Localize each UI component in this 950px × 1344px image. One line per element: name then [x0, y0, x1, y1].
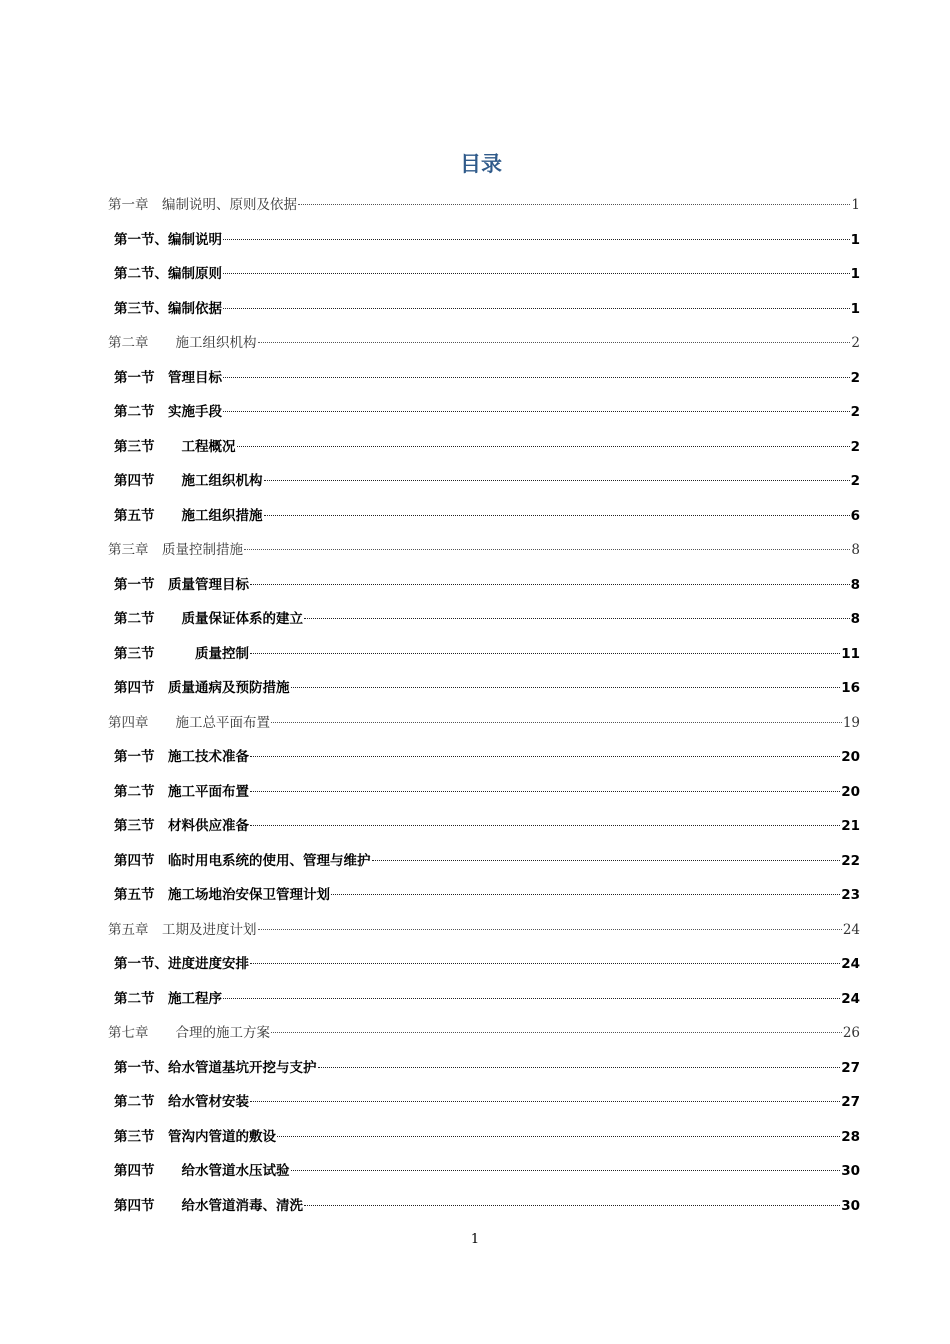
toc-entry[interactable] [108, 1120, 860, 1155]
toc-entry[interactable] [108, 1189, 860, 1224]
dot-leader [331, 894, 840, 895]
page-number: 1 [470, 1232, 480, 1247]
toc-entry[interactable] [108, 395, 860, 430]
toc-entry[interactable] [108, 706, 860, 741]
dot-leader [291, 1170, 841, 1171]
toc-entry-page: 1 [850, 266, 860, 282]
toc-entry[interactable] [108, 913, 860, 948]
toc-entry[interactable] [108, 1016, 860, 1051]
toc-entry-page: 24 [841, 990, 860, 1007]
toc-entry[interactable] [108, 1085, 860, 1120]
dot-leader [223, 308, 850, 309]
toc-entry-label: 第五章 工期及进度计划 [108, 921, 257, 938]
toc-entry-page: 1 [850, 300, 860, 317]
toc-entry-page: 16 [841, 680, 860, 696]
dot-leader [304, 1205, 840, 1206]
toc-entry[interactable] [108, 568, 860, 603]
toc-entry[interactable] [108, 326, 860, 361]
dot-leader [304, 618, 850, 619]
dot-leader [318, 1067, 841, 1068]
toc-entry-label: 第四节 施工组织机构 [114, 473, 263, 489]
toc-entry-page: 26 [842, 1025, 860, 1041]
toc-entry-label: 第一节、编制说明 [114, 231, 222, 248]
toc-entry[interactable] [108, 775, 860, 810]
toc-entry-label: 第三节、编制依据 [114, 300, 222, 317]
toc-entry-page: 27 [841, 1059, 860, 1076]
dot-leader [250, 756, 840, 757]
toc-entry-page: 21 [841, 818, 860, 834]
dot-leader [223, 377, 850, 378]
toc-entry-page: 27 [841, 1094, 860, 1110]
dot-leader [250, 825, 840, 826]
toc-entry[interactable] [108, 430, 860, 465]
toc-entry-page: 20 [841, 783, 860, 800]
toc-entry-page: 19 [842, 714, 860, 731]
toc-entry-label: 第二节 施工程序 [114, 990, 222, 1007]
dot-leader [271, 722, 842, 723]
toc-entry-page: 2 [850, 438, 860, 455]
toc-entry-label: 第二节 实施手段 [114, 404, 222, 420]
toc-entry-page: 30 [841, 1163, 860, 1179]
toc-entry-page: 28 [841, 1128, 860, 1145]
toc-entry-page: 2 [850, 369, 860, 386]
toc-entry-label: 第三节 工程概况 [114, 438, 236, 455]
toc-entry-label: 第一章 编制说明、原则及依据 [108, 197, 297, 213]
toc-entry-label: 第一节、给水管道基坑开挖与支护 [114, 1059, 317, 1076]
toc-entry-label: 第四节 临时用电系统的使用、管理与维护 [114, 852, 371, 869]
dot-leader [250, 791, 840, 792]
toc-entry-page: 2 [850, 404, 860, 420]
dot-leader [237, 446, 850, 447]
toc-entry-label: 第五节 施工组织措施 [114, 507, 263, 524]
dot-leader [258, 342, 851, 343]
toc-entry-page: 1 [850, 231, 860, 248]
toc-entry-label: 第一节 质量管理目标 [114, 576, 249, 593]
dot-leader [223, 411, 850, 412]
toc-entry[interactable] [108, 602, 860, 637]
toc-entry-label: 第五节 施工场地治安保卫管理计划 [114, 887, 330, 903]
toc-entry[interactable] [108, 1051, 860, 1086]
toc-entry-label: 第四节 给水管道水压试验 [114, 1163, 290, 1179]
toc-entry-page: 2 [851, 335, 860, 351]
toc-entry-label: 第一节 管理目标 [114, 369, 222, 386]
toc-entry-page: 8 [850, 611, 860, 627]
toc-entry-page: 24 [841, 956, 860, 972]
dot-leader [264, 480, 850, 481]
toc-entry-page: 8 [851, 542, 860, 558]
toc-entry[interactable] [108, 533, 860, 568]
toc-entry[interactable] [108, 844, 860, 879]
dot-leader [223, 239, 850, 240]
toc-entry-label: 第四节 给水管道消毒、清洗 [114, 1197, 303, 1214]
toc-entry-page: 6 [850, 507, 860, 524]
toc-entry[interactable] [108, 361, 860, 396]
toc-entry-label: 第一节 施工技术准备 [114, 749, 249, 765]
toc-entry-page: 20 [841, 749, 860, 765]
toc-entry[interactable] [108, 1154, 860, 1189]
toc-entry-label: 第三节 管沟内管道的敷设 [114, 1128, 276, 1145]
toc-entry[interactable] [108, 878, 860, 913]
dot-leader [264, 515, 850, 516]
toc-entry-label: 第二章 施工组织机构 [108, 335, 257, 351]
toc-title: 目录 [460, 152, 502, 176]
dot-leader [250, 1101, 840, 1102]
toc-entry-label: 第三章 质量控制措施 [108, 542, 243, 558]
toc-entry[interactable] [108, 499, 860, 534]
toc-entry[interactable] [108, 464, 860, 499]
dot-leader [250, 584, 850, 585]
toc-entry[interactable] [108, 292, 860, 327]
toc-entry-label: 第二节 施工平面布置 [114, 783, 249, 800]
toc-entry[interactable] [108, 809, 860, 844]
toc-entry[interactable] [108, 671, 860, 706]
dot-leader [271, 1032, 842, 1033]
dot-leader [372, 860, 841, 861]
toc-entry-label: 第一节、进度进度安排 [114, 956, 249, 972]
toc-entry-label: 第三节 质量控制 [114, 645, 249, 662]
toc-entry[interactable] [108, 257, 860, 292]
toc-entry[interactable] [108, 637, 860, 672]
toc-entry-label: 第七章 合理的施工方案 [108, 1025, 270, 1041]
toc-entry-page: 8 [850, 576, 860, 593]
toc-entry-label: 第二节 给水管材安装 [114, 1094, 249, 1110]
toc-entry[interactable] [108, 223, 860, 258]
dot-leader [298, 204, 850, 205]
toc-entry[interactable] [108, 188, 860, 223]
toc-entry[interactable] [108, 982, 860, 1017]
dot-leader [258, 929, 842, 930]
toc-entry-label: 第二节、编制原则 [114, 266, 222, 282]
dot-leader [223, 273, 850, 274]
toc-entry-page: 1 [851, 197, 860, 213]
dot-leader [250, 963, 840, 964]
dot-leader [244, 549, 850, 550]
toc-entry-label: 第四章 施工总平面布置 [108, 714, 270, 731]
toc-entry-page: 11 [841, 645, 860, 662]
toc-entry-label: 第三节 材料供应准备 [114, 818, 249, 834]
toc-list [108, 188, 860, 1223]
dot-leader [223, 998, 840, 999]
dot-leader [291, 687, 841, 688]
toc-entry[interactable] [108, 947, 860, 982]
toc-entry-page: 23 [841, 887, 860, 903]
toc-entry-page: 24 [842, 921, 860, 938]
toc-entry-label: 第二节 质量保证体系的建立 [114, 611, 303, 627]
toc-entry[interactable] [108, 740, 860, 775]
toc-entry-page: 30 [841, 1197, 860, 1214]
toc-entry-page: 22 [841, 852, 860, 869]
dot-leader [277, 1136, 840, 1137]
toc-entry-label: 第四节 质量通病及预防措施 [114, 680, 290, 696]
toc-entry-page: 2 [850, 473, 860, 489]
dot-leader [250, 653, 840, 654]
